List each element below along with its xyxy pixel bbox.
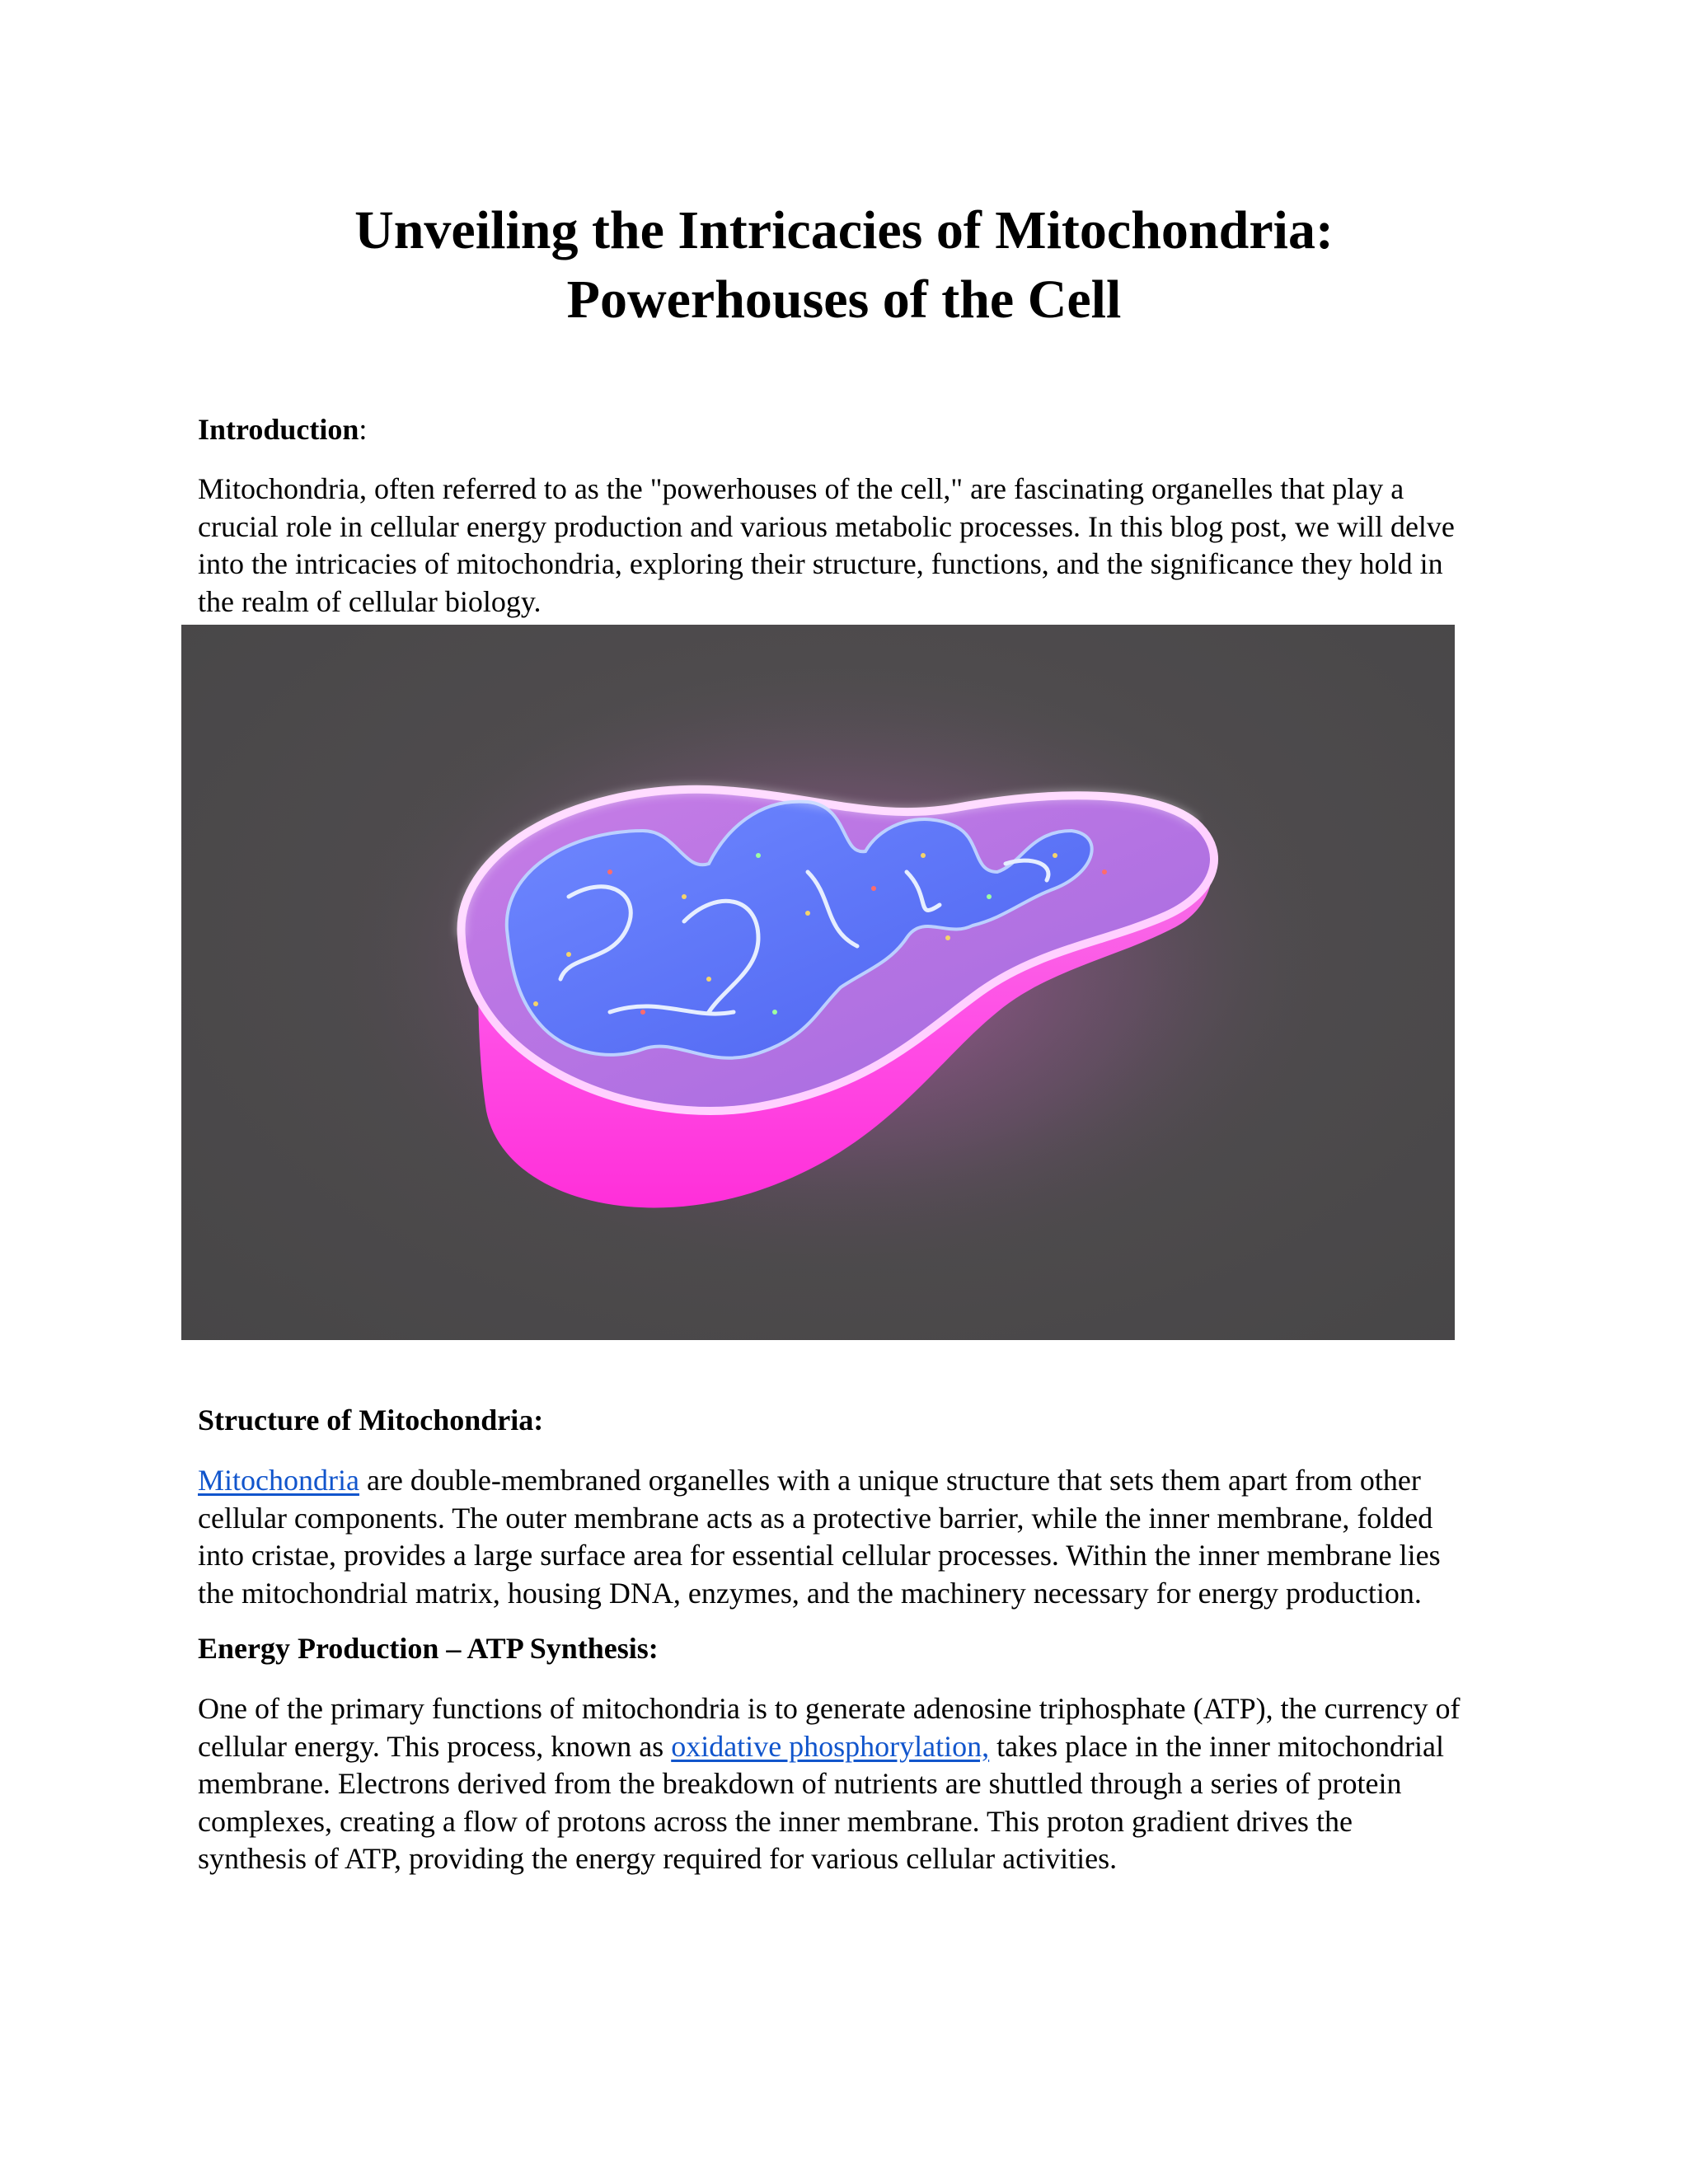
mitochondria-illustration — [181, 625, 1455, 1340]
page-title — [0, 196, 1688, 335]
structure-line — [198, 1462, 1517, 1500]
mitochondria-link[interactable]: Mitochondria — [198, 1464, 359, 1497]
energy-line: synthesis of ATP, providing the energy required for various cellular activities. — [198, 1842, 1118, 1875]
intro-heading-colon: : — [359, 413, 368, 446]
structure-line: cellular components. The outer membrane acts as a protective barrier, while the inner membrane, folded — [198, 1501, 1433, 1535]
page-title-line-2: Powerhouses of the Cell — [566, 269, 1122, 330]
page-title-line-1: Unveiling the Intricacies of Mitochondria: — [354, 200, 1334, 260]
mitochondria-svg — [181, 625, 1455, 1340]
energy-line — [198, 1728, 1517, 1766]
intro-heading-text: Introduction — [198, 413, 359, 446]
energy-line: membrane. Electrons derived from the breakdown of nutrients are shuttled through a series of protein — [198, 1767, 1402, 1800]
structure-line-1-rest: are double-membraned organelles with a unique structure that sets them apart from other — [359, 1464, 1421, 1497]
structure-line: the mitochondrial matrix, housing DNA, enzymes, and the machinery necessary for energy production. — [198, 1576, 1422, 1610]
intro-line: the realm of cellular biology. — [198, 584, 542, 618]
intro-line: crucial role in cellular energy production and various metabolic processes. In this blog post, we will delve — [198, 509, 1455, 543]
intro-line: Mitochondria, often referred to as the "powerhouses of the cell," are fascinating organelles that play a — [198, 472, 1404, 505]
structure-heading: Structure of Mitochondria: — [198, 1404, 544, 1436]
intro-line: into the intricacies of mitochondria, exploring their structure, functions, and the significance they hold in — [198, 547, 1443, 580]
energy-line: complexes, creating a flow of protons across the inner membrane. This proton gradient drives the — [198, 1804, 1353, 1838]
energy-paragraph — [198, 1690, 1517, 1878]
intro-paragraph — [198, 471, 1517, 621]
energy-line-2-before: cellular energy. This process, known as — [198, 1729, 672, 1763]
energy-line-2-after: takes place in the inner mitochondrial — [989, 1729, 1444, 1763]
structure-paragraph — [198, 1462, 1517, 1612]
energy-line: One of the primary functions of mitochondria is to generate adenosine triphosphate (ATP), the currency of — [198, 1692, 1461, 1725]
energy-heading: Energy Production – ATP Synthesis: — [198, 1632, 659, 1665]
intro-heading — [198, 410, 367, 448]
oxidative-phosphorylation-link[interactable]: oxidative phosphorylation, — [671, 1729, 990, 1763]
structure-line: into cristae, provides a large surface area for essential cellular processes. Within the inner membrane lies — [198, 1539, 1441, 1572]
